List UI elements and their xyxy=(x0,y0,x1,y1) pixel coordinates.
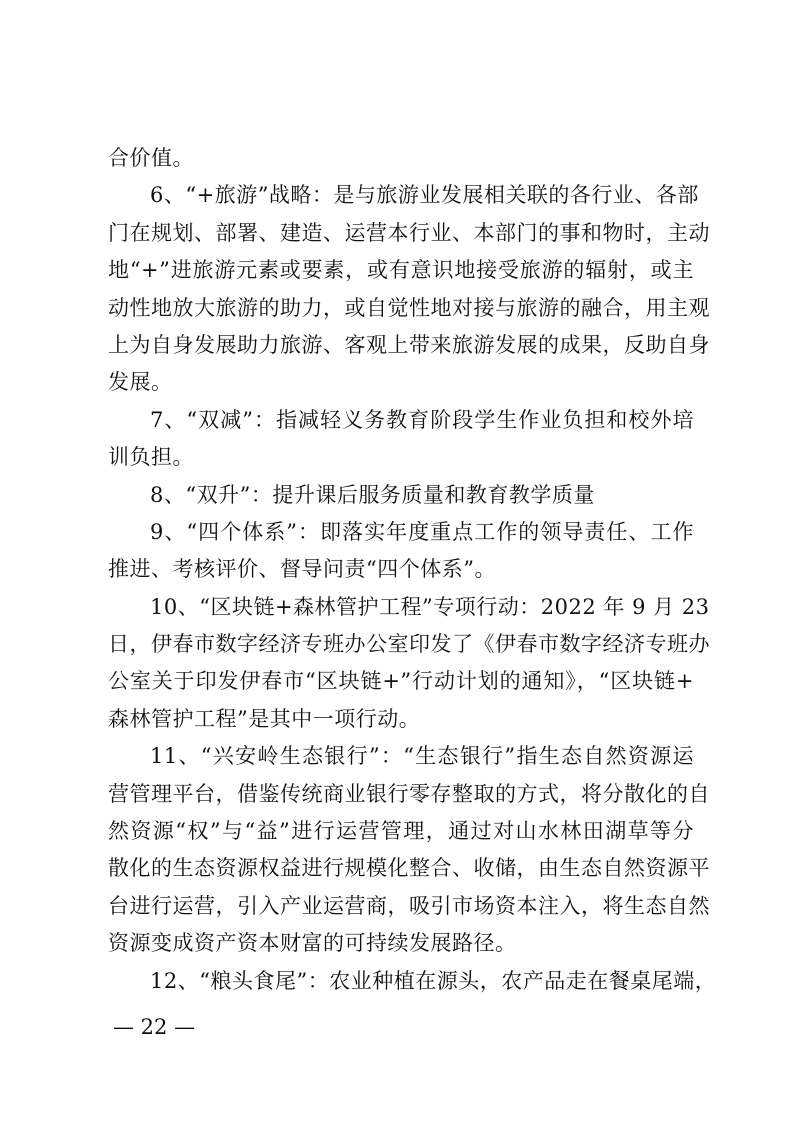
body-text xyxy=(108,140,717,1000)
text-line: 动性地放大旅游的助力，或自觉性地对接与旅游的融合，用主观 xyxy=(108,295,710,320)
text-line: 上为自身发展助力旅游、客观上带来旅游发展的成果，反助自身 xyxy=(108,332,710,357)
text-line: 营管理平台，借鉴传统商业银行零存整取的方式，将分散化的自 xyxy=(108,781,710,806)
text-line: 森林管护工程”是其中一项行动。 xyxy=(108,706,421,731)
text-line: 门在规划、部署、建造、运营本行业、本部门的事和物时，主动 xyxy=(108,220,710,245)
text-line: 6、“+旅游”战略：是与旅游业发展相关联的各行业、各部 xyxy=(150,183,699,208)
text-line: 日，伊春市数字经济专班办公室印发了《伊春市数字经济专班办 xyxy=(108,632,710,657)
text-line: 合价值。 xyxy=(108,146,194,170)
text-line: 然资源“权”与“益”进行运营管理，通过对山水林田湖草等分 xyxy=(108,819,694,844)
text-line: 10、“区块链+森林管护工程”专项行动：2022 年 9 月 23 xyxy=(150,594,710,619)
text-line: 散化的生态资源权益进行规模化整合、收储，由生态自然资源平 xyxy=(108,856,710,881)
text-line: 台进行运营，引入产业运营商，吸引市场资本注入，将生态自然 xyxy=(108,893,710,918)
text-line: 推进、考核评价、督导问责“四个体系”。 xyxy=(108,557,496,582)
text-line: 发展。 xyxy=(108,370,173,395)
text-line: 9、“四个体系”：即落实年度重点工作的领导责任、工作 xyxy=(150,519,694,544)
text-line: 资源变成资产资本财富的可持续发展路径。 xyxy=(108,931,517,956)
text-line: 11、“兴安岭生态银行”：“生态银行”指生态自然资源运 xyxy=(150,744,694,769)
text-line: 12、“粮头食尾”：农业种植在源头，农产品走在餐桌尾端， xyxy=(150,968,717,993)
text-line: 地“+”进旅游元素或要素，或有意识地接受旅游的辐射，或主 xyxy=(108,258,694,283)
text-line: 公室关于印发伊春市“区块链+”行动计划的通知》，“区块链+ xyxy=(108,669,694,694)
text-line: 7、“双减”：指减轻义务教育阶段学生作业负担和校外培 xyxy=(150,407,694,432)
page-number: — 22 — xyxy=(113,1015,196,1039)
text-line: 8、“双升”：提升课后服务质量和教育教学质量 xyxy=(150,482,595,507)
text-line: 训负担。 xyxy=(108,445,194,470)
